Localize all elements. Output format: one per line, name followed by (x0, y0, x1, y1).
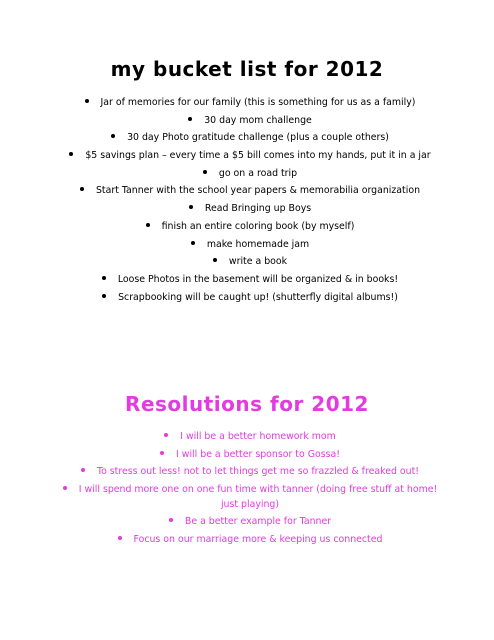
resolutions-list-item (60, 465, 440, 480)
bullet-icon (80, 187, 84, 191)
resolutions-list-item-text: To stress out less! not to let things get me so frazzled & freaked out! (96, 466, 420, 478)
bucket-list-item (60, 255, 440, 270)
bucket-list-item (60, 220, 440, 235)
bucket-list-item (60, 238, 440, 253)
bucket-list-item (60, 131, 440, 146)
resolutions-list-item-text: I will be a better sponsor to Gossa! (176, 448, 340, 460)
bucket-list (60, 96, 440, 308)
bullet-icon (213, 258, 217, 262)
resolutions-list-item-text: Focus on our marriage more & keeping us connected (133, 534, 383, 546)
bullet-icon (63, 486, 67, 490)
bucket-list-item-text: Scrapbooking will be caught up! (shutterfly digital albums!) (118, 291, 398, 303)
bullet-icon (164, 433, 168, 437)
bucket-list-item-text: make homemade jam (206, 238, 310, 250)
bullet-icon (102, 276, 106, 280)
bucket-list-item (60, 273, 440, 288)
resolutions-list-item-text: I will spend more one on one fun time with tanner (doing free stuff at home! just playing) (78, 484, 438, 510)
bullet-icon (111, 134, 115, 138)
bucket-list-item-text: Read Bringing up Boys (204, 203, 312, 215)
bullet-icon (85, 99, 89, 103)
bullet-icon (102, 294, 106, 298)
bullet-icon (191, 241, 195, 245)
bullet-icon (118, 536, 122, 540)
bucket-list-item-text: Start Tanner with the school year papers & memorabilia organization (95, 185, 421, 197)
bucket-list-item-text: 30 day mom challenge (204, 114, 312, 126)
resolutions-list-item (60, 533, 440, 548)
bucket-list-item-text: go on a road trip (218, 167, 298, 179)
bucket-list-item (60, 114, 440, 129)
resolutions-list-item-text: Be a better example for Tanner (184, 516, 332, 528)
bucket-list-item (60, 167, 440, 182)
bucket-list-title: my bucket list for 2012 (110, 57, 384, 81)
bucket-list-item-text: write a book (228, 256, 288, 268)
bullet-icon (160, 451, 164, 455)
bullet-icon (69, 152, 73, 156)
resolutions-list-item-text: I will be a better homework mom (180, 431, 336, 442)
bucket-list-item-text: Loose Photos in the basement will be organized & in books! (117, 273, 399, 285)
bucket-list-item-text: Jar of memories for our family (this is something for us as a family) (100, 97, 416, 108)
bucket-list-item-text: 30 day Photo gratitude challenge (plus a couple others) (127, 132, 389, 144)
bucket-list-item (60, 149, 440, 164)
bucket-list-item-text: $5 savings plan – every time a $5 bill comes into my hands, put it in a jar (85, 150, 431, 162)
bucket-list-item (60, 291, 440, 306)
bullet-icon (203, 170, 207, 174)
bullet-icon (146, 223, 150, 227)
resolutions-list-item (60, 483, 440, 512)
bucket-list-item-text: finish an entire coloring book (by myself) (161, 220, 355, 232)
bucket-list-item (60, 184, 440, 199)
resolutions-list (60, 430, 440, 551)
resolutions-list-item (60, 515, 440, 530)
resolutions-list-item (60, 430, 440, 445)
resolutions-title: Resolutions for 2012 (125, 392, 369, 416)
resolutions-list-item (60, 448, 440, 463)
bullet-icon (189, 205, 193, 209)
bullet-icon (188, 117, 192, 121)
bucket-list-item (60, 202, 440, 217)
bucket-list-item (60, 96, 440, 111)
bullet-icon (169, 518, 173, 522)
bullet-icon (81, 468, 85, 472)
